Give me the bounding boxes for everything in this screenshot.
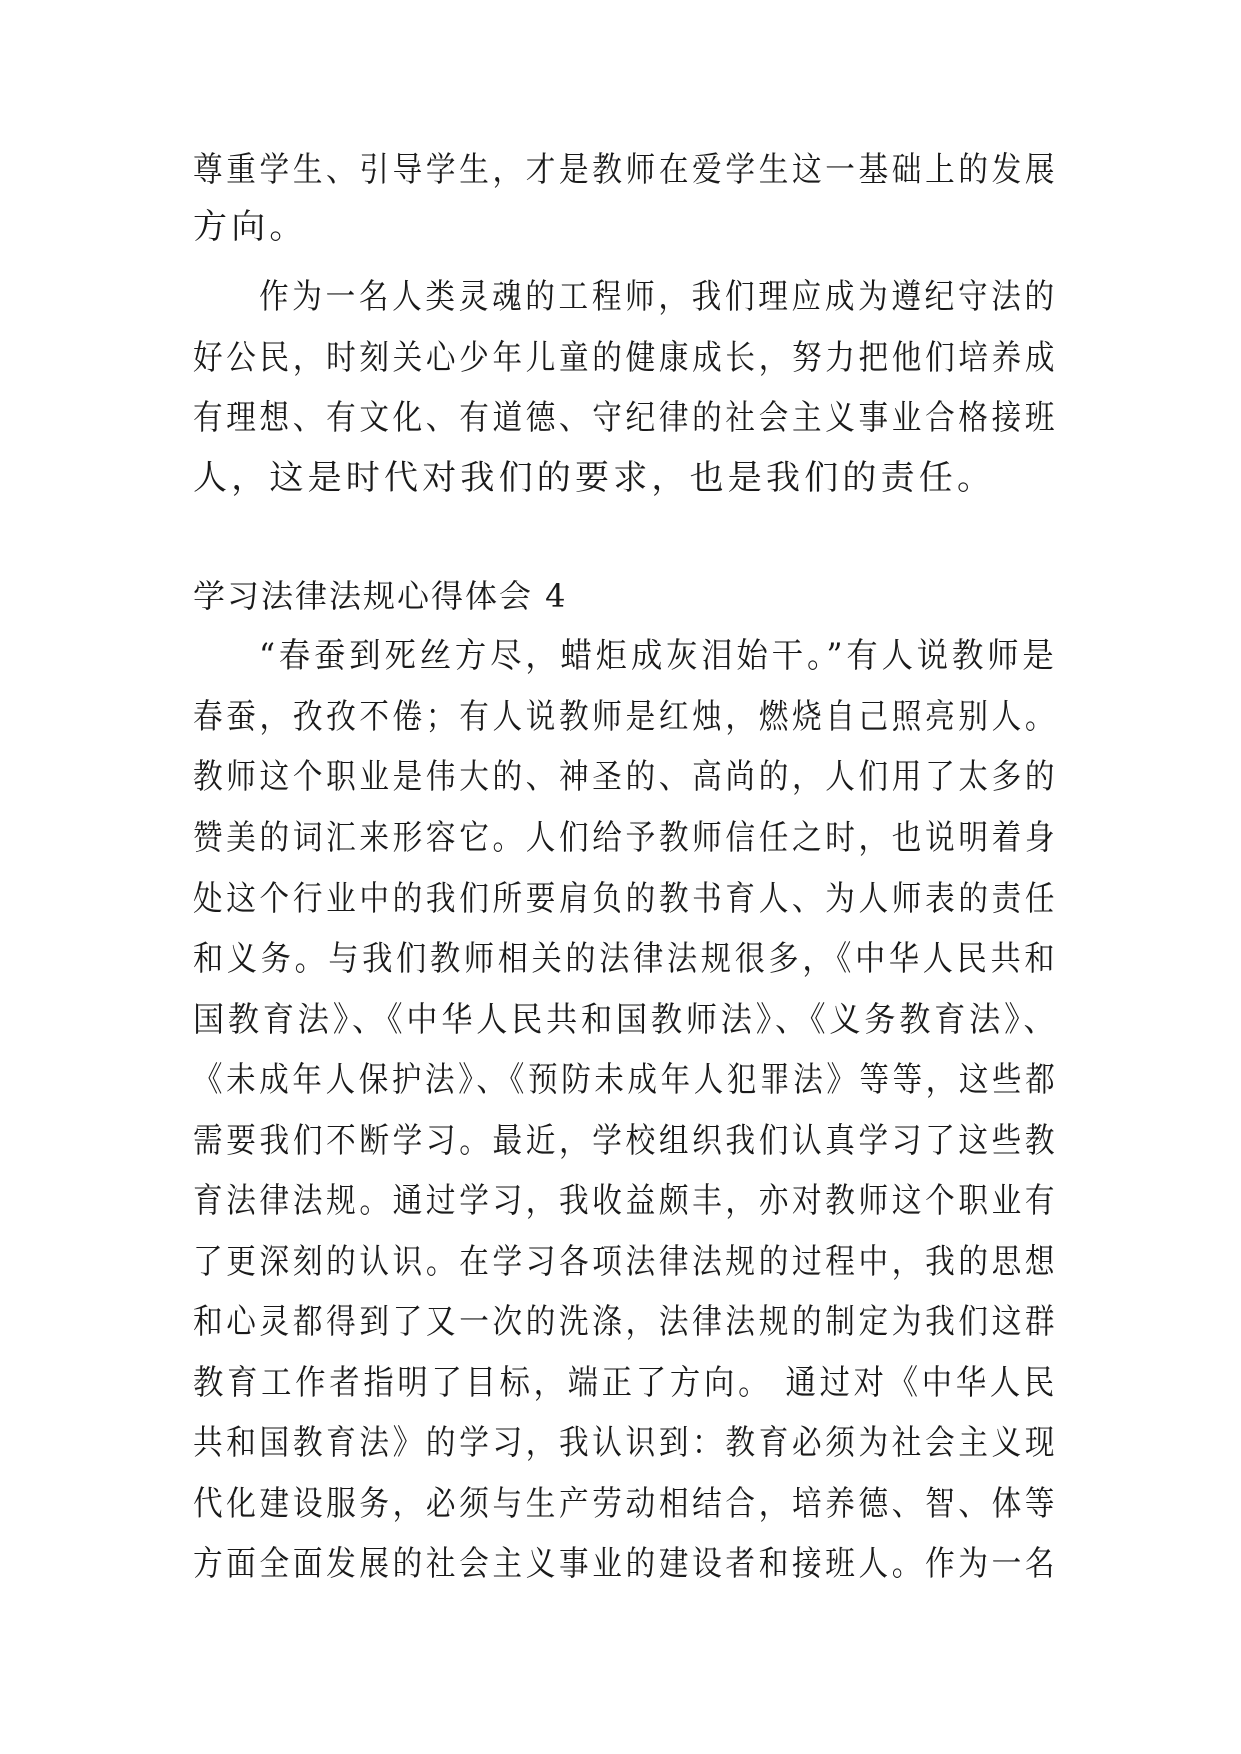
paragraph-line: 方向。 [193, 207, 308, 247]
paragraph-line: 和心灵都得到了又一次的洗涤，法律法规的制定为我们这群 [193, 1302, 1059, 1342]
paragraph-line: 春蚕，孜孜不倦；有人说教师是红烛，燃烧自己照亮别人。 [193, 697, 1059, 737]
section-heading: 学习法律法规心得体会 4 [193, 577, 568, 615]
paragraph-line: 代化建设服务，必须与生产劳动相结合，培养德、智、体等 [193, 1484, 1059, 1524]
paragraph-line: 和义务。与我们教师相关的法律法规很多，《中华人民共和 [193, 939, 1059, 979]
paragraph-line: 赞美的词汇来形容它。人们给予教师信任之时，也说明着身 [193, 818, 1059, 858]
paragraph-line: 处这个行业中的我们所要肩负的教书育人、为人师表的责任 [193, 879, 1059, 919]
paragraph-line: 需要我们不断学习。最近，学校组织我们认真学习了这些教 [193, 1121, 1059, 1161]
paragraph-line: 好公民，时刻关心少年儿童的健康成长，努力把他们培养成 [193, 338, 1059, 378]
paragraph-line: 《未成年人保护法》、《预防未成年人犯罪法》等等，这些都 [193, 1060, 1059, 1100]
paragraph-line: 教师这个职业是伟大的、神圣的、高尚的，人们用了太多的 [193, 757, 1059, 797]
paragraph-line: 了更深刻的认识。在学习各项法律法规的过程中，我的思想 [193, 1242, 1059, 1282]
paragraph-line: 人，这是时代对我们的要求，也是我们的责任。 [193, 458, 996, 498]
paragraph-line: 有理想、有文化、有道德、守纪律的社会主义事业合格接班 [193, 398, 1059, 438]
paragraph-line: 尊重学生、引导学生，才是教师在爱学生这一基础上的发展 [193, 150, 1059, 190]
paragraph-first-line: “春蚕到死丝方尽，蜡炬成灰泪始干。”有人说教师是 [259, 636, 1058, 676]
paragraph-line: 育法律法规。通过学习，我收益颇丰，亦对教师这个职业有 [193, 1181, 1059, 1221]
paragraph-line: 共和国教育法》的学习，我认识到：教育必须为社会主义现 [193, 1423, 1059, 1463]
paragraph-line: 方面全面发展的社会主义事业的建设者和接班人。作为一名 [193, 1544, 1059, 1584]
paragraph-line: 国教育法》、《中华人民共和国教师法》、《义务教育法》、 [193, 1000, 1059, 1040]
paragraph-first-line: 作为一名人类灵魂的工程师，我们理应成为遵纪守法的 [259, 277, 1058, 317]
paragraph-line: 教育工作者指明了目标，端正了方向。 通过对《中华人民 [193, 1363, 1059, 1403]
